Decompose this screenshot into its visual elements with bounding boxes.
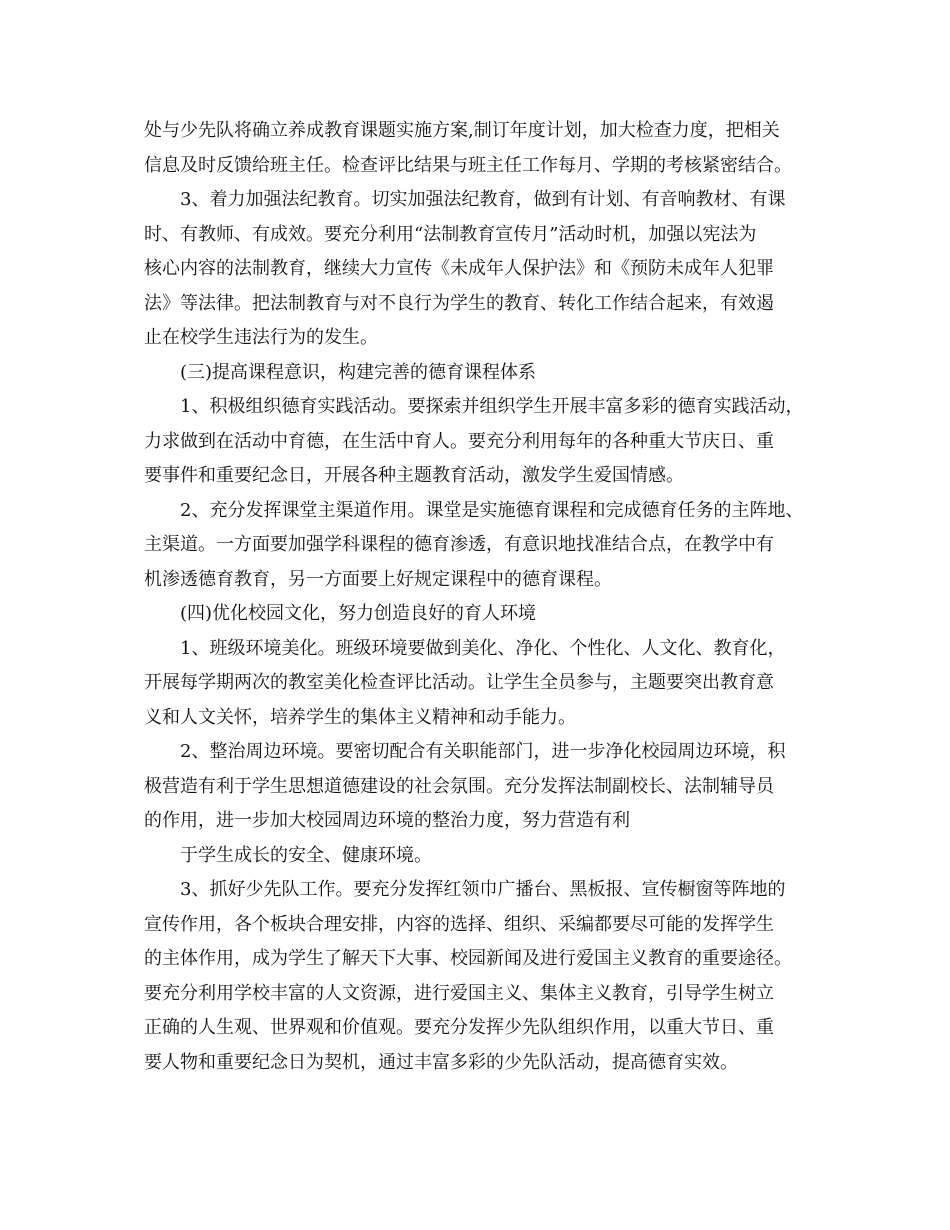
text-line: 开展每学期两次的教室美化检查评比活动。让学生全员参与，主题要突出教育意: [144, 672, 774, 693]
text-line: 的作用，进一步加大校园周边环境的整治力度，努力营造有利: [144, 810, 630, 831]
text-line: 2、整治周边环境。要密切配合有关职能部门，进一步净化校园周边环境，积: [180, 741, 786, 762]
text-line: 信息及时反馈给班主任。检查评比结果与班主任工作每月、学期的考核紧密结合。: [144, 154, 792, 176]
text-line: (三)提高课程意识，构建完善的德育课程体系: [180, 361, 537, 383]
text-line: 宣传作用，各个板块合理安排，内容的选择、组织、采编都要尽可能的发挥学生: [144, 913, 774, 935]
text-line: 要人物和重要纪念日为契机，通过丰富多彩的少先队活动，提高德育实效。: [144, 1051, 738, 1073]
text-line: 处与少先队将确立养成教育课题实施方案,制订年度计划，加大检查力度，把相关: [144, 120, 780, 141]
text-line: 法》等法律。把法制教育与对不良行为学生的教育、转化工作结合起来，有效遏: [144, 292, 774, 314]
text-line: 极营造有利于学生思想道德建设的社会氛围。充分发挥法制副校长、法制辅导员: [144, 775, 774, 797]
text-line: (四)优化校园文化，努力创造良好的育人环境: [180, 603, 537, 624]
text-line: 3、抓好少先队工作。要充分发挥红领巾广播台、黑板报、宣传橱窗等阵地的: [180, 879, 786, 900]
text-line: 2、充分发挥课堂主渠道作用。课堂是实施德育课程和完成德育任务的主阵地、: [180, 499, 804, 521]
text-line: 1、积极组织德育实践活动。要探索并组织学生开展丰富多彩的德育实践活动，: [180, 396, 804, 417]
text-line: 要事件和重要纪念日，开展各种主题教育活动，激发学生爱国情感。: [144, 465, 684, 486]
text-line: 力求做到在活动中育德，在生活中育人。要充分利用每年的各种重大节庆日、重: [144, 430, 774, 452]
text-line: 义和人文关怀，培养学生的集体主义精神和动手能力。: [144, 706, 576, 728]
text-line: 正确的人生观、世界观和价值观。要充分发挥少先队组织作用，以重大节日、重: [144, 1017, 774, 1038]
text-line: 止在校学生违法行为的发生。: [144, 327, 378, 348]
document-body: [144, 114, 824, 1080]
text-line: 主渠道。一方面要加强学科课程的德育渗透，有意识地找准结合点，在教学中有: [144, 534, 774, 555]
text-line: 机渗透德育教育，另一方面要上好规定课程中的德育课程。: [144, 568, 612, 590]
text-line: 时、有教师、有成效。要充分利用“法制教育宣传月”活动时机，加强以宪法为: [144, 223, 757, 245]
text-line: 1、班级环境美化。班级环境要做到美化、净化、个性化、人文化、教育化，: [180, 637, 786, 659]
text-line: 的主体作用，成为学生了解天下大事、校园新闻及进行爱国主义教育的重要途径。: [144, 948, 792, 969]
text-line: 于学生成长的安全、健康环境。: [180, 844, 432, 866]
text-line: 3、着力加强法纪教育。切实加强法纪教育，做到有计划、有音响教材、有课: [180, 189, 786, 210]
text-line: 核心内容的法制教育，继续大力宣传《未成年人保护法》和《预防未成年人犯罪: [144, 258, 774, 279]
text-line: 要充分利用学校丰富的人文资源，进行爱国主义、集体主义教育，引导学生树立: [144, 982, 774, 1004]
